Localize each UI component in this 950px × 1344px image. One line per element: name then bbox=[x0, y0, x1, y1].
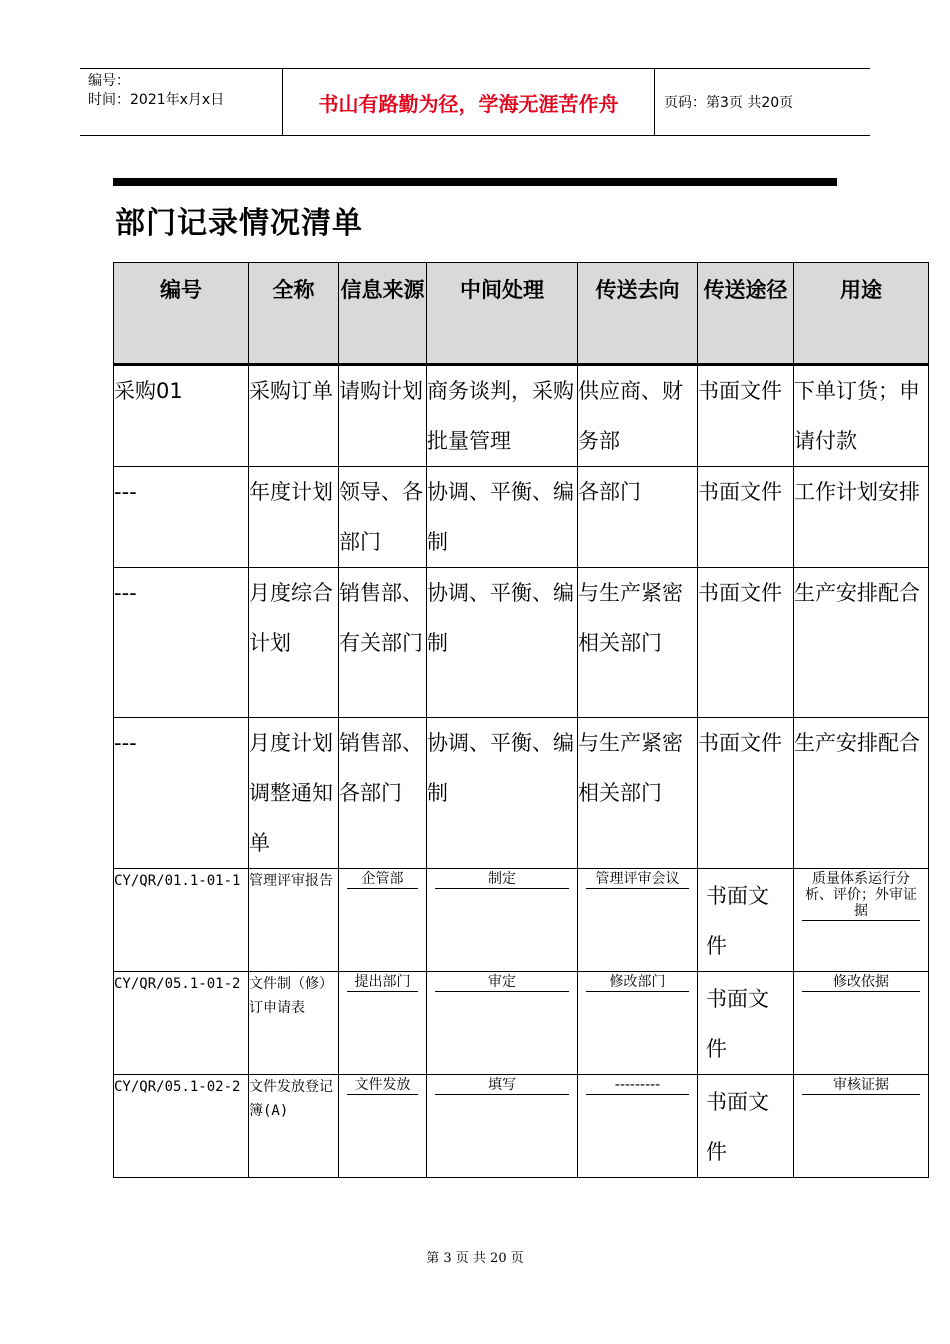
table-row bbox=[114, 869, 929, 972]
records-table bbox=[113, 262, 929, 1178]
cell-fullname: 年度计划 bbox=[249, 467, 339, 568]
cell-code: CY/QR/05.1-02-2 bbox=[114, 1075, 249, 1178]
cell-channel: 书面文件 bbox=[698, 972, 794, 1075]
cell-channel: 书面文件 bbox=[698, 365, 794, 467]
cell-source bbox=[339, 972, 427, 1075]
cell-channel: 书面文件 bbox=[698, 467, 794, 568]
cell-source bbox=[339, 1075, 427, 1178]
cell-processing bbox=[427, 972, 578, 1075]
cell-code: 采购01 bbox=[114, 365, 249, 467]
header-code: 编号： bbox=[88, 73, 130, 89]
cell-destination: 各部门 bbox=[578, 467, 698, 568]
underlined-purpose: 修改依据 bbox=[802, 974, 920, 992]
cell-fullname: 采购订单 bbox=[249, 365, 339, 467]
cell-fullname: 月度计划调整通知单 bbox=[249, 718, 339, 869]
cell-processing bbox=[427, 1075, 578, 1178]
table-row bbox=[114, 972, 929, 1075]
cell-source: 销售部、各部门 bbox=[339, 718, 427, 869]
cell-processing: 协调、平衡、编制 bbox=[427, 467, 578, 568]
col-header-fullname: 全称 bbox=[249, 263, 339, 365]
header-time: 时间：2021年x月x日 bbox=[88, 92, 225, 108]
cell-source bbox=[339, 869, 427, 972]
cell-processing bbox=[427, 869, 578, 972]
underlined-destination: 修改部门 bbox=[586, 974, 689, 992]
col-header-destination: 传送去向 bbox=[578, 263, 698, 365]
page-header bbox=[80, 68, 870, 136]
cell-code: CY/QR/01.1-01-1 bbox=[114, 869, 249, 972]
cell-processing: 协调、平衡、编制 bbox=[427, 718, 578, 869]
cell-channel: 书面文件 bbox=[698, 1075, 794, 1178]
cell-channel: 书面文件 bbox=[698, 869, 794, 972]
cell-fullname: 管理评审报告 bbox=[249, 869, 339, 972]
cell-purpose: 下单订货；申请付款 bbox=[794, 365, 929, 467]
underlined-processing: 制定 bbox=[435, 871, 569, 889]
cell-destination: 与生产紧密相关部门 bbox=[578, 568, 698, 718]
cell-fullname: 文件制（修）订申请表 bbox=[249, 972, 339, 1075]
cell-processing: 商务谈判，采购批量管理 bbox=[427, 365, 578, 467]
cell-destination: 与生产紧密相关部门 bbox=[578, 718, 698, 869]
underlined-source: 提出部门 bbox=[347, 974, 418, 992]
cell-source: 领导、各部门 bbox=[339, 467, 427, 568]
cell-source: 请购计划 bbox=[339, 365, 427, 467]
page-footer: 第 3 页 共 20 页 bbox=[426, 1251, 524, 1266]
table-row bbox=[114, 718, 929, 869]
cell-code: --- bbox=[114, 568, 249, 718]
table-row bbox=[114, 467, 929, 568]
cell-purpose bbox=[794, 869, 929, 972]
table-row bbox=[114, 365, 929, 467]
col-header-processing: 中间处理 bbox=[427, 263, 578, 365]
title-divider bbox=[113, 178, 837, 186]
cell-destination bbox=[578, 869, 698, 972]
cell-purpose: 工作计划安排 bbox=[794, 467, 929, 568]
cell-purpose bbox=[794, 972, 929, 1075]
table-row bbox=[114, 1075, 929, 1178]
document-title: 部门记录情况清单 bbox=[115, 206, 363, 241]
underlined-processing: 审定 bbox=[435, 974, 569, 992]
underlined-purpose: 审核证据 bbox=[802, 1077, 920, 1095]
cell-destination bbox=[578, 972, 698, 1075]
cell-fullname: 月度综合计划 bbox=[249, 568, 339, 718]
underlined-source: 企管部 bbox=[347, 871, 418, 889]
col-header-purpose: 用途 bbox=[794, 263, 929, 365]
underlined-processing: 填写 bbox=[435, 1077, 569, 1095]
col-header-source: 信息来源 bbox=[339, 263, 427, 365]
col-header-code: 编号 bbox=[114, 263, 249, 365]
table-row bbox=[114, 568, 929, 718]
cell-destination: 供应商、财务部 bbox=[578, 365, 698, 467]
cell-channel: 书面文件 bbox=[698, 568, 794, 718]
header-meta bbox=[88, 72, 283, 110]
cell-code: CY/QR/05.1-01-2 bbox=[114, 972, 249, 1075]
cell-purpose: 生产安排配合 bbox=[794, 568, 929, 718]
cell-purpose bbox=[794, 1075, 929, 1178]
underlined-destination: 管理评审会议 bbox=[586, 871, 689, 889]
underlined-purpose: 质量体系运行分析、评价；外审证据 bbox=[802, 871, 920, 921]
table-header-row bbox=[114, 263, 929, 365]
cell-channel: 书面文件 bbox=[698, 718, 794, 869]
cell-code: --- bbox=[114, 718, 249, 869]
header-page-number: 页码：第3页 共20页 bbox=[664, 95, 794, 111]
col-header-channel: 传送途径 bbox=[698, 263, 794, 365]
cell-processing: 协调、平衡、编制 bbox=[427, 568, 578, 718]
cell-destination bbox=[578, 1075, 698, 1178]
cell-code: --- bbox=[114, 467, 249, 568]
underlined-destination: --------- bbox=[586, 1077, 689, 1095]
header-motto: 书山有路勤为径，学海无涯苦作舟 bbox=[282, 69, 655, 135]
cell-fullname: 文件发放登记簿(A) bbox=[249, 1075, 339, 1178]
underlined-source: 文件发放 bbox=[347, 1077, 418, 1095]
cell-source: 销售部、有关部门 bbox=[339, 568, 427, 718]
cell-purpose: 生产安排配合 bbox=[794, 718, 929, 869]
